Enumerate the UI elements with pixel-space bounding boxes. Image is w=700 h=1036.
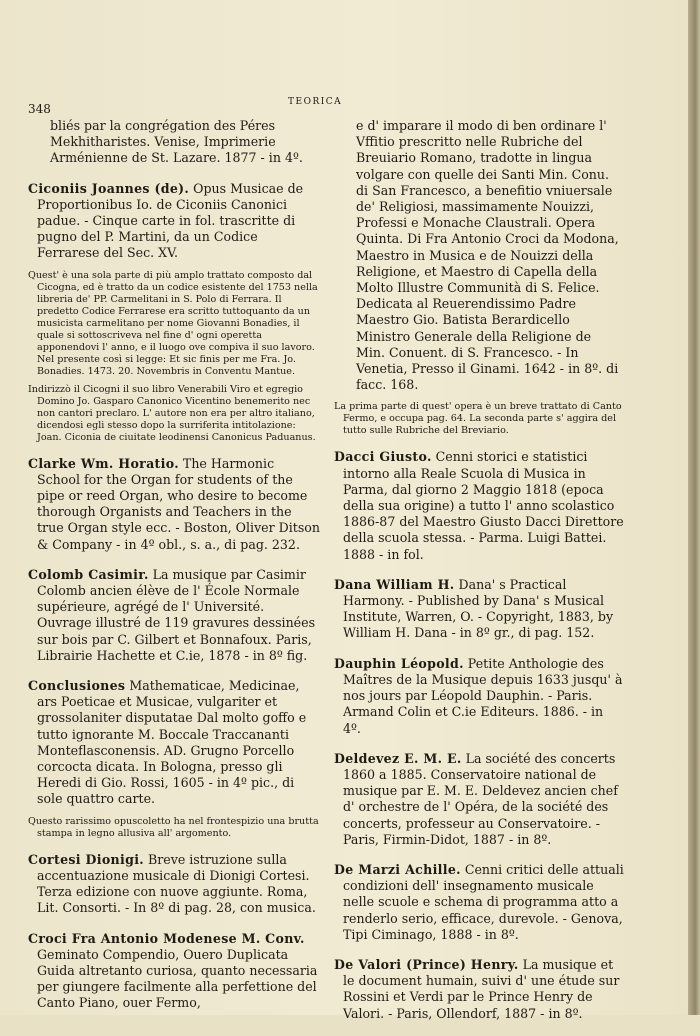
entry-heading: De Marzi Achille. [334,861,461,877]
entry-body: Cenni critici delle attuali condizioni dell' insegnamento musicale nelle scuole e schema di programma atto a renderlo serio, efficace, durevole. - Genova, Tipi Ciminago, 1888 - in 8º. [343,861,624,942]
bibliography-entry [334,656,624,737]
entry-continuation [334,118,624,393]
bibliography-entry [28,181,320,262]
left-column [28,118,320,1026]
right-column [334,118,624,1036]
entry-heading: Dana William H. [334,576,455,592]
entry-heading: Deldevez E. M. E. [334,750,462,766]
entry-body: La musique par Casimir Colomb ancien élève de l' École Normale supérieure, agrégé de l' Université. Ouvrage illustré de 119 gravures dessinées sur bois par C. Gilbert et Bonnafoux. Paris, Librairie Hachette et C.ie, 1878 - in 8º fig. [37,566,316,663]
bibliography-entry [334,957,624,1022]
entry-note: La prima parte di quest' opera è un breve trattato di Canto Fermo, e occupa pag. 64. La seconda parte s' aggira del tutto sulle Rubriche del Breviario. [334,401,622,437]
entry-heading: Cortesi Dionigi. [28,851,144,867]
running-head: TEORICA [288,97,343,107]
entry-body: Breve istruzione sulla accentuazione musicale di Dionigi Cortesi. Terza edizione con nuove aggiunte. Roma, Lit. Consorti. - In 8º di pag. 28, con musica. [37,851,316,916]
entry-body: bliés par la congrégation des Péres Mekhitharistes. Venise, Imprimerie Arménienne de St. Lazare. 1877 - in 4º. [50,118,303,166]
entry-body: Cenni storici e statistici intorno alla Reale Scuola di Musica in Parma, dal giorno 2 Maggio 1818 (epoca della sua origine) a tutto l' anno scolastico 1886-87 del Maestro Giusto Dacci Direttore della scuola stessa. - Parma. Luigi Battei. 1888 - in fol. [343,449,624,562]
entry-note: Questo rarissimo opuscoletto ha nel frontespizio una brutta stampa in legno allusiva all' argomento. [28,815,319,839]
bibliography-entry [28,931,320,1012]
entry-note: Indirizzò il Cicogni il suo libro Venerabili Viro et egregio Domino Jo. Gasparo Canonico Vicentino benemerito nec non cantori preclaro. L' autore non era per altro italiano, dicendosi egli stesso dopo la surriferita intitolazione: Joan. Ciconia de ciuitate leodinensi Canonicus Paduanus. [28,383,316,443]
entry-body: The Harmonic School for the Organ for students of the pipe or reed Organ, who desire to become thorough Organists and Teachers in the true Organ style ecc. - Boston, Oliver Ditson & Company - in 4º obl., s. a., di pag. 232. [37,455,320,552]
entry-body: e d' imparare il modo di ben ordinare l' Vffitio prescritto nelle Rubriche del Breuiario Romano, tradotte in lingua volgare con quelle dei Santi Min. Conu. di San Francesco, a benefitio vniuersale de' Religiosi, massimamente Nouizzi, Professi e Monache Claustrali. Opera Quinta. Di Fra Antonio Croci da Modona, Maestro in Musica e de Nouizzi della Religione, et Maestro di Capella della Molto Illustre Communità di S. Felice. Dedicata al Reuerendissimo Padre Maestro Gio. Batista Berardicello Ministro Generale della Religione de Min. Conuent. di S. Francesco. - In Venetia, Presso il Ginami. 1642 - in 8º. di facc. 168. [356,118,619,393]
entry-body: Mathematicae, Medicinae, ars Poeticae et Musicae, vulgariter et grossolaniter disputatae Dal molto goffo e tutto ignorante M. Boccale Traccananti Monteflasconensis. AD. Grugno Porcello corcocta dicata. In Bologna, presso gli Heredi di Gio. Rossi, 1605 - in 4º pic., di sole quattro carte. [37,678,307,807]
entry-body: Petite Anthologie des Maîtres de la Musique depuis 1633 jusqu' à nos jours par Léopold Dauphin. - Paris. Armand Colin et C.ie Editeurs. 1886. - in 4º. [343,655,623,736]
entry-heading: Dauphin Léopold. [334,655,464,671]
entry-heading: Conclusiones [28,678,126,694]
bibliography-entry [334,862,624,943]
bibliography-entry [28,852,320,917]
entry-continuation [28,118,320,167]
entry-note: Quest' è una sola parte di più amplo trattato composto dal Cicogna, ed è tratto da un codice esistente del 1753 nella libreria de' PP. Carmelitani in S. Polo di Ferrara. Il predetto Codice Ferrarese era scritto tuttoquanto da un musicista carmelitano per nome Giovanni Bonadies, il quale si sottoscriveva nel fine d' ogni operetta apponendovi l' anno, e il luogo ove compiva il suo lavoro. Nel presente così si legge: Et sic finis per me Fra. Jo. Bonadies. 1473. 20. Novembris in Conventu Mantue. [28,269,318,377]
entry-heading: De Valori (Prince) Henry. [334,956,519,972]
entry-heading: Ciconiis Joannes (de). [28,180,190,196]
entry-heading: Croci Fra Antonio Modenese M. Conv. [28,930,305,946]
bibliography-entry [334,449,624,562]
entry-heading: Clarke Wm. Horatio. [28,455,179,471]
bibliography-entry [334,751,624,848]
entry-body: La musique et le document humain, suivi d' une étude sur Rossini et Verdi par le Prince Henry de Valori. - Paris, Ollendorf, 1887 - in 8º. [343,956,620,1021]
entry-body: Geminato Compendio, Ouero Duplicata Guida altretanto curiosa, quanto necessaria per giungere facilmente alla perfettione del Canto Piano, ouer Fermo, [37,946,318,1011]
entry-heading: Colomb Casimir. [28,566,149,582]
page-edge [688,0,700,1015]
bibliography-entry [28,567,320,664]
entry-body: La société des concerts 1860 a 1885. Conservatoire national de musique par E. M. E. Deldevez ancien chef d' orchestre de l' Opéra, de la société des concerts, professeur au Conservatoire. - Paris, Firmin-Didot, 1887 - in 8º. [343,750,618,847]
bibliography-entry [28,678,320,808]
entry-body: Opus Musicae de Proportionibus Io. de Ciconiis Canonici padue. - Cinque carte in fol. trascritte di pugno del P. Martini, da un Codice Ferrarese del Sec. XV. [37,180,304,261]
entry-heading: Dacci Giusto. [334,449,432,465]
bibliography-entry [334,577,624,642]
entry-body: Dana' s Practical Harmony. - Published by Dana' s Musical Institute, Warren, O. - Copyright, 1883, by William H. Dana - in 8º gr., di pag. 152. [343,576,614,641]
bibliography-entry [28,456,320,553]
page-number: 348 [28,102,51,116]
